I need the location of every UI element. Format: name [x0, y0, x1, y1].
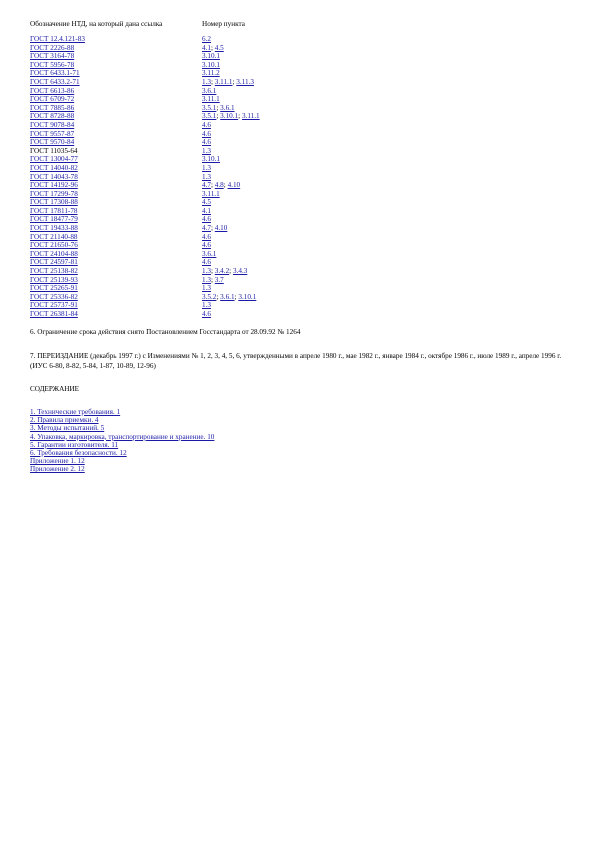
point-link[interactable]: 3.11.2 — [202, 69, 220, 78]
designation-link[interactable]: ГОСТ 24597-81 — [30, 258, 78, 267]
table-row — [30, 215, 260, 224]
toc-link[interactable]: 3. Методы испытаний. 5 — [30, 424, 105, 433]
point-link[interactable]: 1.3 — [202, 284, 211, 293]
point-number-cell — [202, 258, 260, 267]
designation-cell — [30, 284, 202, 293]
point-link[interactable]: 3.11.1 — [202, 189, 220, 198]
point-link[interactable]: 3.6.1 — [202, 249, 217, 258]
point-number-cell — [202, 190, 260, 199]
table-row — [30, 138, 260, 147]
point-link[interactable]: 3.10.1 — [202, 60, 220, 69]
designation-link[interactable]: ГОСТ 25265-91 — [30, 284, 78, 293]
toc-title: СОДЕРЖАНИЕ — [30, 385, 80, 394]
separator: ; — [216, 112, 221, 121]
point-number-cell — [202, 61, 260, 70]
separator: ; — [229, 267, 233, 276]
table-row — [30, 35, 260, 44]
designation-link[interactable]: ГОСТ 2226-88 — [30, 43, 75, 52]
table-row — [30, 258, 260, 267]
point-number-cell — [202, 138, 260, 147]
point-number-cell — [202, 198, 260, 207]
toc-item — [30, 441, 570, 449]
point-link[interactable]: 4.6 — [202, 232, 211, 241]
designation-link[interactable]: ГОСТ 5956-78 — [30, 60, 75, 69]
designation-cell — [30, 241, 202, 250]
point-number-cell — [202, 164, 260, 173]
designation-cell — [30, 310, 202, 319]
table-row — [30, 130, 260, 139]
point-link[interactable]: 4.6 — [202, 215, 211, 224]
table-row — [30, 181, 260, 190]
toc-link[interactable]: 1. Технические требования. 1 — [30, 407, 121, 416]
point-number-cell — [202, 121, 260, 130]
point-link[interactable]: 3.5.2 — [202, 292, 217, 301]
designation-cell — [30, 121, 202, 130]
table-row — [30, 284, 260, 293]
toc-item — [30, 424, 570, 432]
point-link[interactable]: 4.10 — [227, 181, 241, 190]
point-number-cell — [202, 224, 260, 233]
table-row — [30, 104, 260, 113]
point-number-cell — [202, 104, 260, 113]
point-link[interactable]: 4.5 — [202, 198, 211, 207]
designation-cell — [30, 215, 202, 224]
toc-link[interactable]: Приложение 2. 12 — [30, 465, 85, 474]
point-link[interactable]: 3.10.1 — [238, 292, 257, 301]
table-row — [30, 190, 260, 199]
paragraph-7: 7. ПЕРЕИЗДАНИЕ (декабрь 1997 г.) с Изменениями № 1, 2, 3, 4, 5, 6, утвержденными в апреле 1980 г., мае 1982 г., январе 1984 г., октябре 1986 г., июле 1989 г., апреле 1996 г. (ИУС 6-80, 8-82, 5-84, 1-87, 10-89, 12-96) — [30, 352, 562, 370]
designation-link[interactable]: ГОСТ 13004-77 — [30, 155, 78, 164]
designation-cell — [30, 69, 202, 78]
point-link[interactable]: 4.1 — [202, 43, 211, 52]
point-number-cell — [202, 215, 260, 224]
table-row — [30, 198, 260, 207]
separator: ; — [234, 292, 239, 301]
separator: ; — [210, 181, 215, 190]
designation-link[interactable]: ГОСТ 26381-84 — [30, 310, 78, 318]
point-number-cell — [202, 87, 260, 96]
designation-cell — [30, 147, 202, 156]
designation-link[interactable]: ГОСТ 18477-79 — [30, 215, 78, 224]
point-number-cell — [202, 301, 260, 310]
separator: ; — [238, 112, 242, 121]
designation-cell — [30, 138, 202, 147]
designation-cell — [30, 233, 202, 242]
toc-link[interactable]: Приложение 1. 12 — [30, 457, 85, 466]
point-link[interactable]: 3.6.1 — [220, 103, 235, 112]
point-link[interactable]: 4.7 — [202, 181, 211, 190]
point-number-cell — [202, 207, 260, 216]
table-row — [30, 267, 260, 276]
table-of-contents — [30, 408, 570, 474]
point-link[interactable]: 1.3 — [202, 163, 211, 172]
point-number-cell — [202, 52, 260, 61]
point-link[interactable]: 4.7 — [202, 224, 211, 233]
point-link[interactable]: 1.3 — [202, 275, 211, 284]
table-row — [30, 173, 260, 182]
designation-link[interactable]: ГОСТ 12.4.121-83 — [30, 35, 85, 43]
point-link[interactable]: 1.3 — [202, 77, 211, 86]
point-number-cell — [202, 69, 260, 78]
point-number-cell — [202, 284, 260, 293]
designation-cell — [30, 52, 202, 61]
point-link[interactable]: 3.5.1 — [202, 103, 217, 112]
toc-item — [30, 457, 570, 465]
point-number-cell — [202, 130, 260, 139]
table-row — [30, 112, 260, 121]
reference-table — [30, 20, 260, 319]
header-designation: Обозначение НТД, на который дана ссылка — [30, 20, 163, 28]
table-row — [30, 301, 260, 310]
toc-item — [30, 465, 570, 473]
toc-link[interactable]: 2. Правила приемки. 4 — [30, 416, 99, 425]
point-link[interactable]: 3.7 — [214, 275, 224, 284]
point-number-cell — [202, 147, 260, 156]
point-link[interactable]: 3.6.1 — [202, 86, 217, 95]
designation-link[interactable]: ГОСТ 6433.2-71 — [30, 77, 80, 86]
designation-link[interactable]: ГОСТ 7885-86 — [30, 103, 75, 112]
point-link[interactable]: 4.10 — [214, 224, 228, 233]
designation-cell — [30, 267, 202, 276]
point-link[interactable]: 3.11.1 — [214, 77, 233, 86]
point-number-cell — [202, 95, 260, 104]
separator: ; — [210, 267, 215, 276]
designation-cell — [30, 181, 202, 190]
toc-item — [30, 433, 570, 441]
designation-cell — [30, 155, 202, 164]
table-row — [30, 233, 260, 242]
designation-cell — [30, 104, 202, 113]
designation-cell — [30, 112, 202, 121]
point-number-cell — [202, 173, 260, 182]
table-row — [30, 121, 260, 130]
designation-link[interactable]: ГОСТ 17308-88 — [30, 198, 78, 207]
designation-cell — [30, 276, 202, 285]
point-number-cell — [202, 112, 260, 121]
separator: ; — [216, 103, 221, 112]
table-row — [30, 207, 260, 216]
reference-table-body — [30, 35, 260, 319]
designation-cell — [30, 173, 202, 182]
point-number-cell — [202, 310, 260, 319]
point-link[interactable]: 3.10.1 — [202, 155, 220, 164]
point-number-cell — [202, 250, 260, 259]
designation-link[interactable]: ГОСТ 6613-86 — [30, 86, 75, 95]
separator: ; — [223, 181, 228, 190]
point-link[interactable]: 3.5.1 — [202, 112, 217, 121]
designation-link[interactable]: ГОСТ 17811-78 — [30, 206, 78, 215]
designation-link[interactable]: ГОСТ 25138-82 — [30, 267, 78, 276]
designation-link[interactable]: ГОСТ 14043-78 — [30, 172, 78, 181]
table-header-row — [30, 20, 260, 35]
designation-link[interactable]: ГОСТ 25336-82 — [30, 292, 78, 301]
table-row — [30, 61, 260, 70]
table-row — [30, 147, 260, 156]
designation-link[interactable]: ГОСТ 6433.1-71 — [30, 69, 80, 78]
point-link[interactable]: 4.6 — [202, 129, 211, 138]
designation-link[interactable]: ГОСТ 9078-84 — [30, 120, 75, 129]
toc-item — [30, 449, 570, 457]
toc-link[interactable]: 5. Гарантии изготовителя. 11 — [30, 440, 119, 449]
table-row — [30, 69, 260, 78]
point-link[interactable]: 3.10.1 — [202, 52, 220, 61]
table-row — [30, 155, 260, 164]
designation-cell — [30, 44, 202, 53]
point-number-cell — [202, 293, 260, 302]
table-row — [30, 87, 260, 96]
paragraph-6: 6. Ограничение срока действия снято Постановлением Госстандарта от 28.09.92 № 1264 — [30, 327, 301, 336]
point-number-cell — [202, 276, 260, 285]
point-link[interactable]: 3.4.2 — [214, 267, 230, 276]
table-row — [30, 276, 260, 285]
point-link[interactable]: 1.3 — [202, 301, 211, 310]
table-row — [30, 95, 260, 104]
table-row — [30, 293, 260, 302]
toc-item — [30, 408, 570, 416]
point-number-cell — [202, 78, 260, 87]
designation-link[interactable]: ГОСТ 6709-72 — [30, 95, 75, 104]
designation-cell — [30, 61, 202, 70]
designation-cell — [30, 293, 202, 302]
point-link[interactable]: 3.4.3 — [232, 267, 248, 276]
table-row — [30, 52, 260, 61]
designation-link[interactable]: ГОСТ 21140-88 — [30, 232, 78, 241]
point-number-cell — [202, 241, 260, 250]
table-row — [30, 44, 260, 53]
point-number-cell — [202, 181, 260, 190]
point-link[interactable]: 1.3 — [202, 146, 211, 155]
document-page — [30, 20, 570, 474]
designation-cell — [30, 78, 202, 87]
point-link[interactable]: 3.11.1 — [202, 95, 220, 104]
point-link[interactable]: 3.10.1 — [220, 112, 239, 121]
designation-link[interactable]: ГОСТ 8728-88 — [30, 112, 75, 121]
designation-link[interactable]: ГОСТ 9557-87 — [30, 129, 75, 138]
designation-cell — [30, 198, 202, 207]
designation-link[interactable]: ГОСТ 19433-88 — [30, 224, 78, 233]
point-link[interactable]: 4.8 — [214, 181, 224, 190]
separator: ; — [210, 43, 215, 52]
point-link[interactable]: 4.6 — [202, 310, 211, 318]
designation-link[interactable]: ГОСТ 25737-91 — [30, 301, 78, 310]
point-number-cell — [202, 233, 260, 242]
designation-link[interactable]: ГОСТ 21650-76 — [30, 241, 78, 250]
designation-link[interactable]: ГОСТ 3164-78 — [30, 52, 75, 61]
point-link[interactable]: 6.2 — [202, 35, 211, 43]
point-link[interactable]: 4.6 — [202, 138, 211, 147]
point-link[interactable]: 3.11.3 — [236, 77, 254, 86]
designation-link[interactable]: ГОСТ 25139-93 — [30, 275, 78, 284]
point-link[interactable]: 4.6 — [202, 120, 211, 129]
table-row — [30, 310, 260, 319]
point-number-cell — [202, 44, 260, 53]
designation-text: ГОСТ 11035-64 — [30, 146, 78, 155]
designation-cell — [30, 130, 202, 139]
designation-cell — [30, 164, 202, 173]
designation-link[interactable]: ГОСТ 14192-96 — [30, 181, 78, 190]
separator: ; — [232, 77, 237, 86]
table-row — [30, 224, 260, 233]
toc-link[interactable]: 6. Требования безопасности. 12 — [30, 448, 127, 457]
separator: ; — [210, 224, 215, 233]
point-link[interactable]: 4.6 — [202, 258, 211, 267]
point-link[interactable]: 4.5 — [214, 43, 224, 52]
designation-cell — [30, 207, 202, 216]
designation-link[interactable]: ГОСТ 14040-82 — [30, 163, 78, 172]
table-row — [30, 250, 260, 259]
point-link[interactable]: 4.1 — [202, 206, 211, 215]
header-point-number: Номер пункта — [202, 20, 245, 28]
separator: ; — [216, 292, 221, 301]
separator: ; — [210, 275, 215, 284]
point-number-cell — [202, 267, 260, 276]
point-link[interactable]: 1.3 — [202, 172, 211, 181]
table-row — [30, 164, 260, 173]
designation-link[interactable]: ГОСТ 9570-84 — [30, 138, 75, 147]
designation-cell — [30, 95, 202, 104]
designation-link[interactable]: ГОСТ 17299-78 — [30, 189, 78, 198]
designation-cell — [30, 190, 202, 199]
point-number-cell — [202, 35, 260, 44]
point-link[interactable]: 3.6.1 — [220, 292, 235, 301]
separator: ; — [210, 77, 215, 86]
point-link[interactable]: 1.3 — [202, 267, 211, 276]
point-number-cell — [202, 155, 260, 164]
designation-link[interactable]: ГОСТ 24104-88 — [30, 249, 78, 258]
toc-item — [30, 416, 570, 424]
designation-cell — [30, 87, 202, 96]
table-row — [30, 241, 260, 250]
designation-cell — [30, 250, 202, 259]
designation-cell — [30, 224, 202, 233]
designation-cell — [30, 258, 202, 267]
point-link[interactable]: 4.6 — [202, 241, 211, 250]
table-row — [30, 78, 260, 87]
designation-cell — [30, 35, 202, 44]
point-link[interactable]: 3.11.1 — [241, 112, 260, 121]
toc-link[interactable]: 4. Упаковка, маркировка, транспортирование и хранение. 10 — [30, 432, 215, 441]
designation-cell — [30, 301, 202, 310]
